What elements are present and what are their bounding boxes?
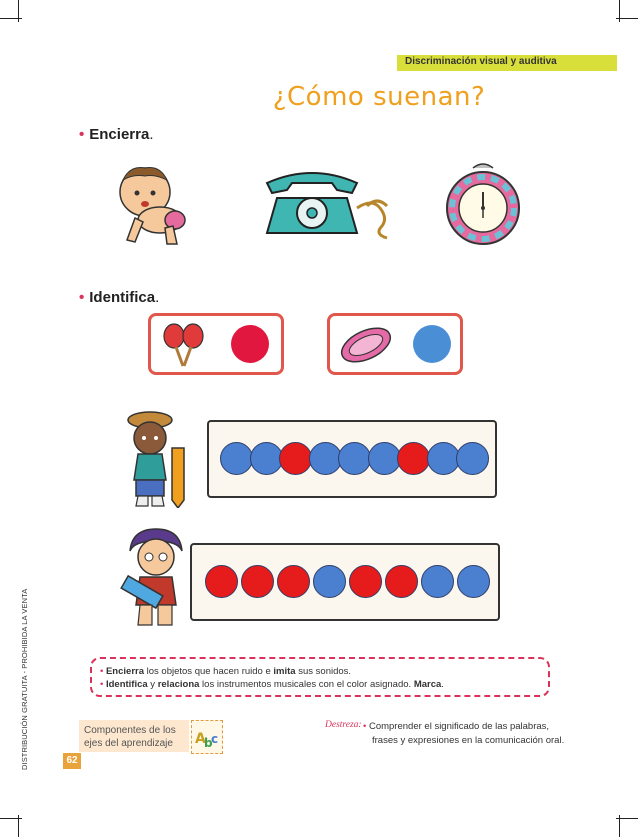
tambourine-icon <box>338 324 394 366</box>
baby-image <box>105 160 190 250</box>
instruction-verb: Identifica <box>89 289 156 306</box>
note-line-2 <box>100 679 444 690</box>
bullet-icon: • <box>100 679 106 690</box>
blue-circle[interactable] <box>313 565 346 598</box>
color-strip-row1 <box>207 420 497 498</box>
destreza-line-1: Comprender el significado de las palabras, <box>368 721 550 732</box>
instruction-identifica <box>79 289 159 306</box>
destreza-description <box>363 720 564 748</box>
destreza-line-2: frases y expresiones en la comunicación oral. <box>372 735 565 746</box>
page-number: 62 <box>63 753 81 769</box>
blue-circle[interactable] <box>427 442 460 475</box>
blue-circle[interactable] <box>457 565 490 598</box>
blue-circle[interactable] <box>309 442 342 475</box>
note-verb: imita <box>273 666 296 677</box>
note-verb: Identifica <box>105 679 148 690</box>
svg-text:c: c <box>211 732 219 746</box>
color-strip-row2 <box>190 543 500 621</box>
note-verb: Encierra <box>105 666 144 677</box>
page-title <box>0 82 638 112</box>
crop-mark <box>616 818 638 819</box>
instruction-verb: Encierra <box>89 126 150 143</box>
blue-circle[interactable] <box>368 442 401 475</box>
instruction-encierra <box>79 126 153 143</box>
bullet-icon: • <box>79 126 85 143</box>
red-circle[interactable] <box>385 565 418 598</box>
maracas-icon <box>159 322 209 368</box>
girl-with-ruler-image <box>118 525 198 633</box>
alarm-clock-image <box>443 160 523 250</box>
telephone-image <box>262 168 402 243</box>
note-text: los objetos que hacen ruido e <box>144 666 274 677</box>
note-text: . <box>441 679 444 690</box>
note-text: y <box>147 679 158 690</box>
svg-text:b: b <box>204 736 213 750</box>
components-label <box>84 724 176 750</box>
note-text: los instrumentos musicales con el color asignado. <box>199 679 414 690</box>
blue-dot <box>413 325 451 363</box>
crop-mark <box>616 18 638 19</box>
bullet-icon: • <box>79 289 85 306</box>
red-circle[interactable] <box>277 565 310 598</box>
blue-circle[interactable] <box>456 442 489 475</box>
section-tag-label: Discriminación visual y auditiva <box>405 56 557 67</box>
svg-text:A: A <box>195 731 206 747</box>
note-line-1 <box>100 666 351 677</box>
red-dot <box>231 325 269 363</box>
blue-circle[interactable] <box>421 565 454 598</box>
components-line-1: Componentes de los <box>84 725 176 736</box>
note-verb: Marca <box>413 679 442 690</box>
red-circle[interactable] <box>241 565 274 598</box>
instrument-card-tambourine <box>327 313 463 375</box>
bullet-icon: • <box>363 721 369 732</box>
destreza-label: Destreza: <box>325 720 362 730</box>
instruction-period: . <box>155 289 160 306</box>
page-title-text: ¿Cómo suenan? <box>272 82 486 112</box>
red-circle[interactable] <box>205 565 238 598</box>
crop-mark <box>0 18 22 19</box>
boy-with-pencil-image <box>118 408 198 508</box>
crop-mark <box>0 818 22 819</box>
section-tag <box>397 55 617 71</box>
instruction-period: . <box>149 126 154 143</box>
blue-circle[interactable] <box>220 442 253 475</box>
red-circle[interactable] <box>279 442 312 475</box>
teacher-notes-box <box>90 657 550 697</box>
abc-icon <box>191 720 223 754</box>
note-verb: relaciona <box>157 679 200 690</box>
red-circle[interactable] <box>349 565 382 598</box>
red-circle[interactable] <box>397 442 430 475</box>
vertical-legal-text: DISTRIBUCIÓN GRATUITA - PROHIBIDA LA VENTA <box>20 588 29 770</box>
instrument-card-maracas <box>148 313 284 375</box>
note-text: sus sonidos. <box>295 666 352 677</box>
components-line-2: ejes del aprendizaje <box>84 738 173 749</box>
bullet-icon: • <box>100 666 106 677</box>
blue-circle[interactable] <box>338 442 371 475</box>
blue-circle[interactable] <box>250 442 283 475</box>
